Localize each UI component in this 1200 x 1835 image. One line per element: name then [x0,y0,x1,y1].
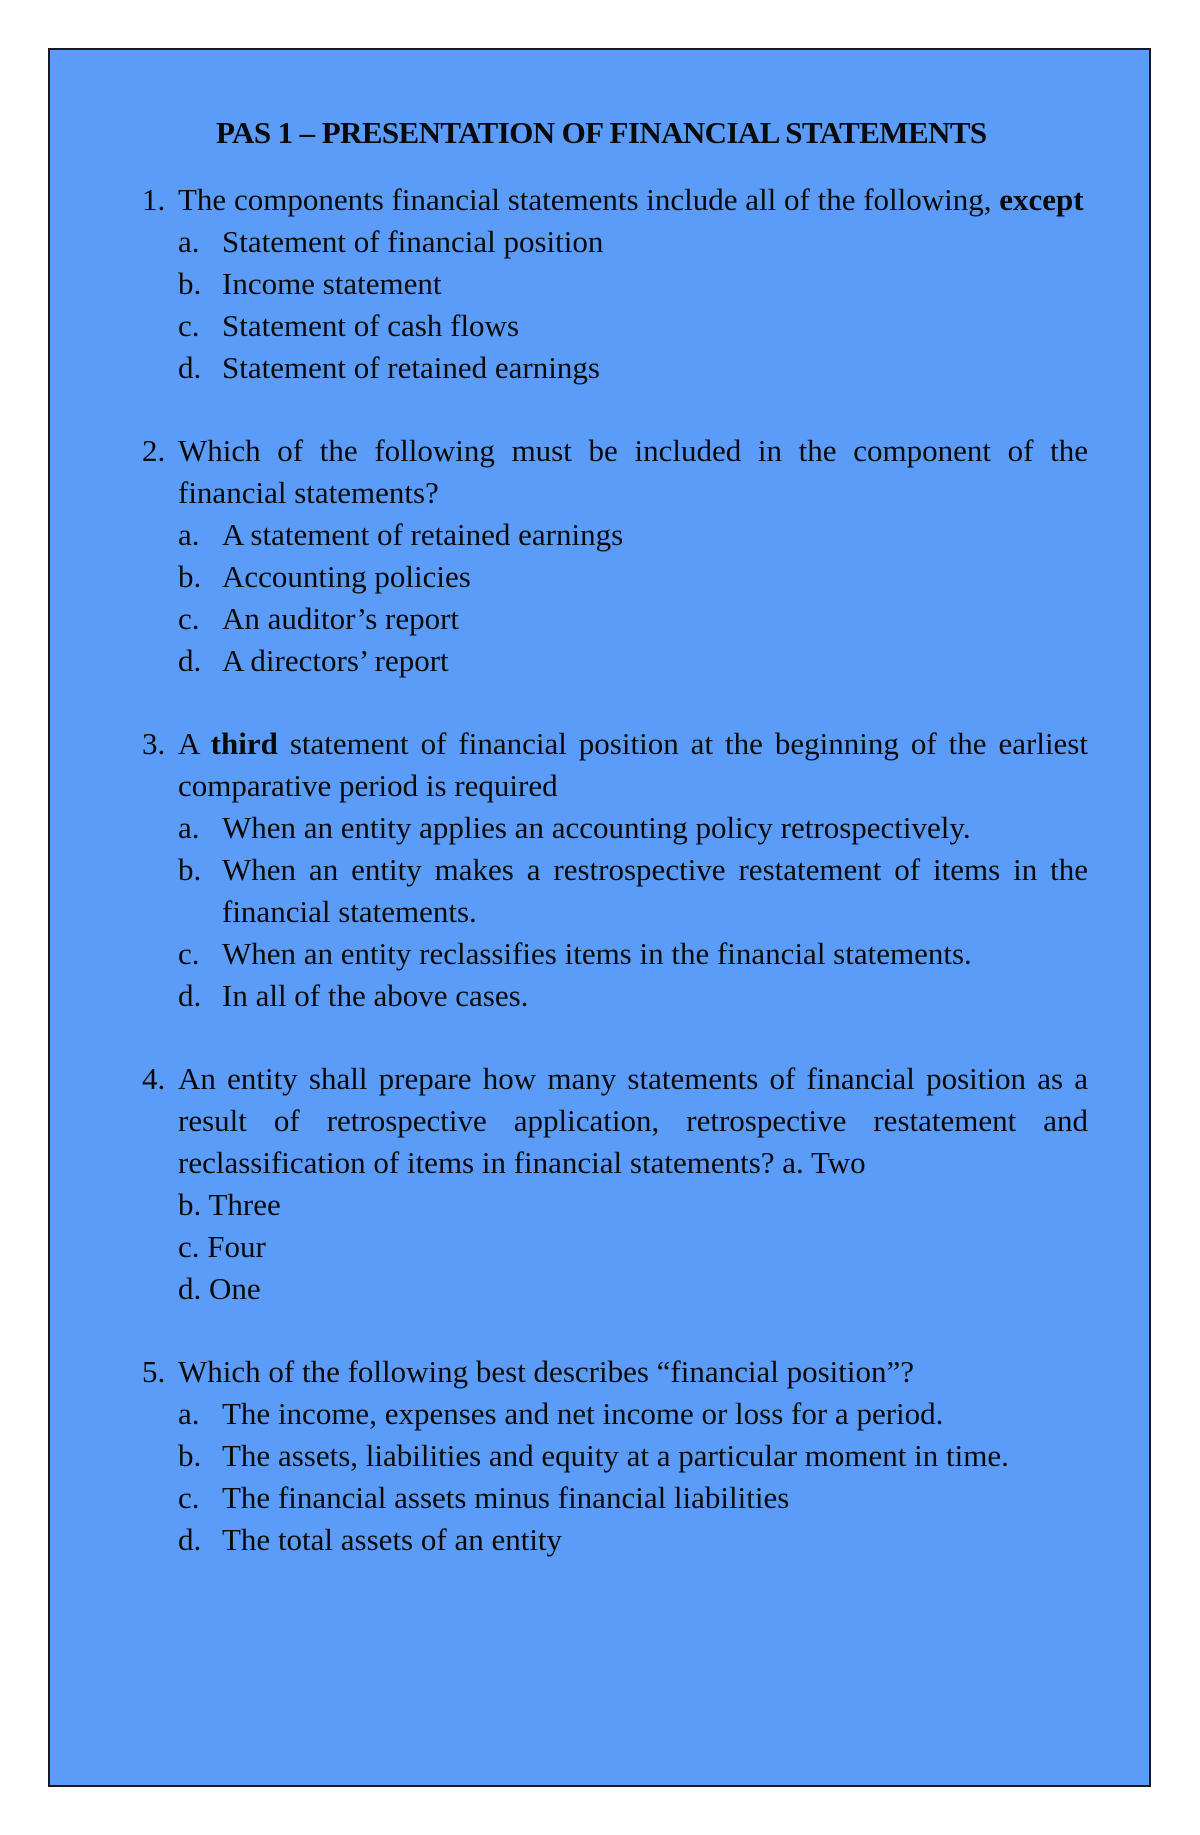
question-text: A [178,726,211,761]
answer-option: b. Three [178,1187,281,1222]
option-text: In all of the above cases. [222,978,529,1013]
question-text: Which of the following must be included in the component of the financial statements? [178,433,1088,510]
option-letter: a. [178,810,200,845]
option-text: When an entity makes a restrospective restatement of items in the financial statements. [222,852,1088,929]
answer-option: d. One [178,1271,261,1306]
question-stem [142,430,1088,514]
document-content [142,115,1088,1602]
option-text: Income statement [222,266,442,301]
answer-option [142,556,1088,598]
answer-option [142,807,1088,849]
option-text: The financial assets minus financial liabilities [222,1480,790,1515]
page-title: PAS 1 – PRESENTATION OF FINANCIAL STATEMENTS [216,115,987,150]
option-letter: c. [178,936,200,971]
option-text: Statement of financial position [222,224,604,259]
option-text: When an entity applies an accounting policy retrospectively. [222,810,971,845]
question-number: 4. [142,1061,166,1096]
answer-option: c. Four [178,1229,266,1264]
answer-option [142,221,1088,263]
option-letter: c. [178,308,200,343]
question-emphasis: third [210,726,278,761]
option-text: A statement of retained earnings [222,517,624,552]
option-letter: c. [178,1480,200,1515]
option-letter: a. [178,1396,200,1431]
option-letter: b. [178,559,202,594]
option-text: An auditor’s report [222,601,460,636]
answer-option [142,305,1088,347]
answer-option [142,1393,1088,1435]
question-2 [142,430,1088,682]
answer-option [142,933,1088,975]
question-3 [142,723,1088,1017]
question-4 [142,1058,1088,1310]
question-text: statement of financial position at the beginning of the earliest comparative period is required [178,726,1088,803]
option-letter: d. [178,643,202,678]
option-letter: b. [178,852,202,887]
option-text: When an entity reclassifies items in the financial statements. [222,936,972,971]
option-letter: d. [178,978,202,1013]
question-stem [142,1058,1088,1184]
option-text: The income, expenses and net income or loss for a period. [222,1396,944,1431]
option-text: Statement of cash flows [222,308,520,343]
question-text: An entity shall prepare how many statements of financial position as a result of retrospective application, retrospective restatement and reclassification of items in financial statements? a. Two [178,1061,1088,1180]
answer-option [142,263,1088,305]
option-letter: d. [178,1522,202,1557]
option-letter: a. [178,224,200,259]
question-1 [142,179,1088,389]
answer-option [142,975,1088,1017]
option-letter: b. [178,266,202,301]
answer-option [142,514,1088,556]
question-number: 5. [142,1354,166,1389]
question-text: Which of the following best describes “financial position”? [178,1354,915,1389]
question-5 [142,1351,1088,1561]
answer-option [142,849,1088,933]
question-emphasis: except [999,182,1084,217]
question-stem [142,1351,1088,1393]
answer-option [142,640,1088,682]
option-text: The total assets of an entity [222,1522,563,1557]
option-text: The assets, liabilities and equity at a particular moment in time. [222,1438,1009,1473]
question-stem [142,723,1088,807]
answer-option [142,1519,1088,1561]
option-letter: b. [178,1438,202,1473]
question-text: The components financial statements include all of the following, [178,182,1000,217]
option-letter: d. [178,350,202,385]
answer-option [142,1477,1088,1519]
question-number: 1. [142,182,166,217]
question-number: 3. [142,726,166,761]
option-letter: a. [178,517,200,552]
option-text: Statement of retained earnings [222,350,600,385]
option-text: Accounting policies [222,559,471,594]
answer-option [142,1435,1088,1477]
document-panel [48,48,1151,1787]
option-text: A directors’ report [222,643,449,678]
question-stem [142,179,1088,221]
option-letter: c. [178,601,200,636]
answer-option [142,598,1088,640]
answer-option [142,347,1088,389]
question-number: 2. [142,433,166,468]
